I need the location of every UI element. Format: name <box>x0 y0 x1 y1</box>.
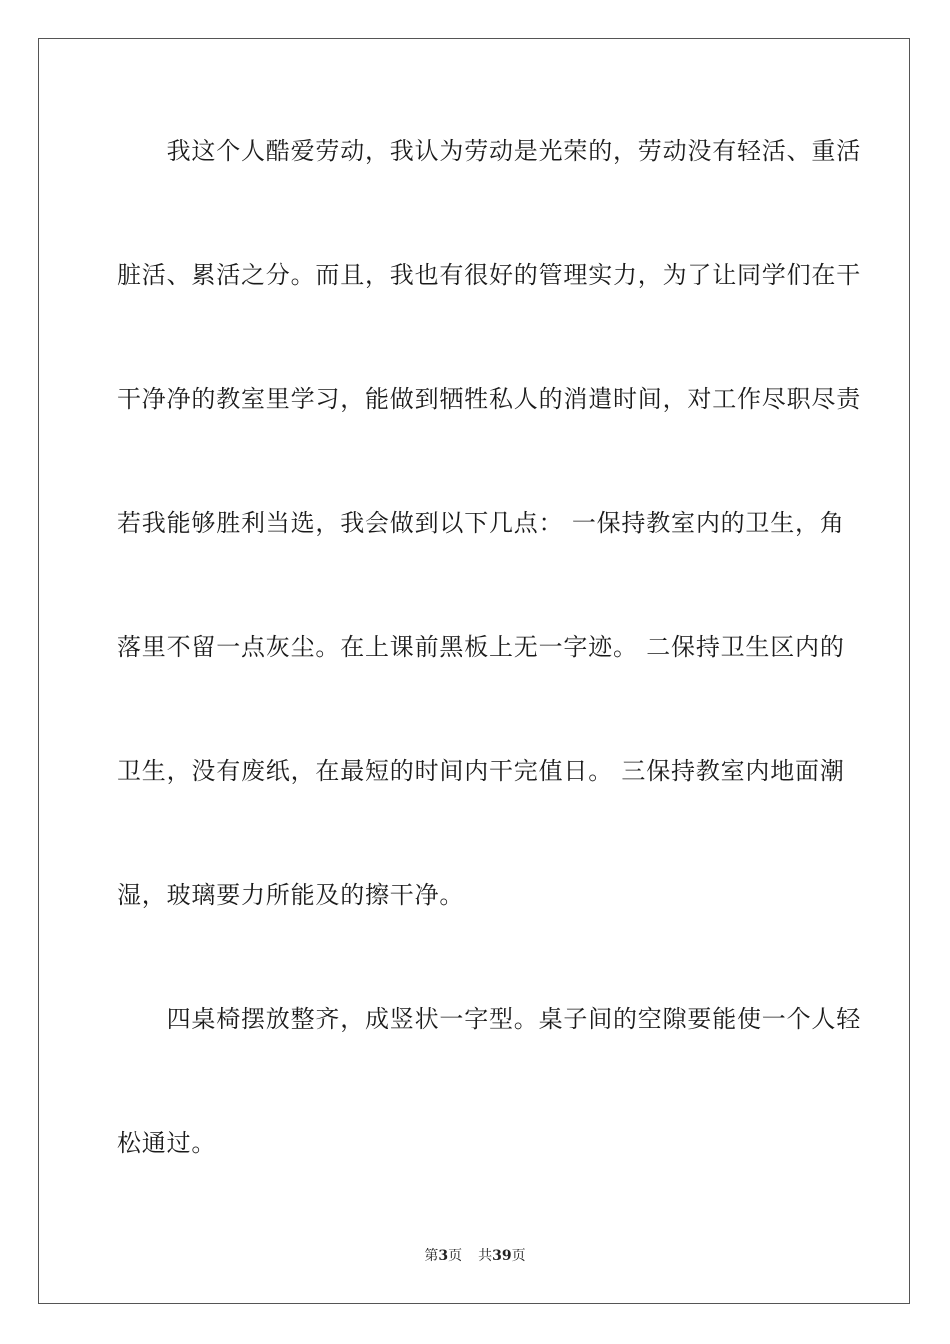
page-number: 3 <box>438 1248 449 1264</box>
text-line-6: 卫生，没有废纸，在最短的时间内干完值日。 三保持教室内地面潮 <box>117 757 845 785</box>
page-frame <box>38 38 910 1304</box>
total-suffix: 页 <box>511 1248 526 1264</box>
text-line-4: 若我能够胜利当选，我会做到以下几点： 一保持教室内的卫生，角 <box>117 509 845 537</box>
text-line-9: 松通过。 <box>117 1129 217 1157</box>
text-line-8: 四桌椅摆放整齐，成竖状一字型。桌子间的空隙要能使一个人轻 <box>117 1005 861 1033</box>
text-line-3: 干净净的教室里学习，能做到牺牲私人的消遣时间，对工作尽职尽责 <box>117 385 861 413</box>
text-line-2: 脏活、累活之分。而且，我也有很好的管理实力，为了让同学们在干 <box>117 261 861 289</box>
page-prefix: 第 <box>424 1248 439 1264</box>
text-line-1: 我这个人酷爱劳动，我认为劳动是光荣的，劳动没有轻活、重活 <box>117 137 861 165</box>
page-suffix: 页 <box>448 1248 463 1264</box>
total-prefix: 共 <box>478 1248 493 1264</box>
page-footer <box>0 1247 950 1265</box>
total-pages: 39 <box>492 1248 512 1264</box>
text-line-7: 湿，玻璃要力所能及的擦干净。 <box>117 881 465 909</box>
text-line-5: 落里不留一点灰尘。在上课前黑板上无一字迹。 二保持卫生区内的 <box>117 633 845 661</box>
